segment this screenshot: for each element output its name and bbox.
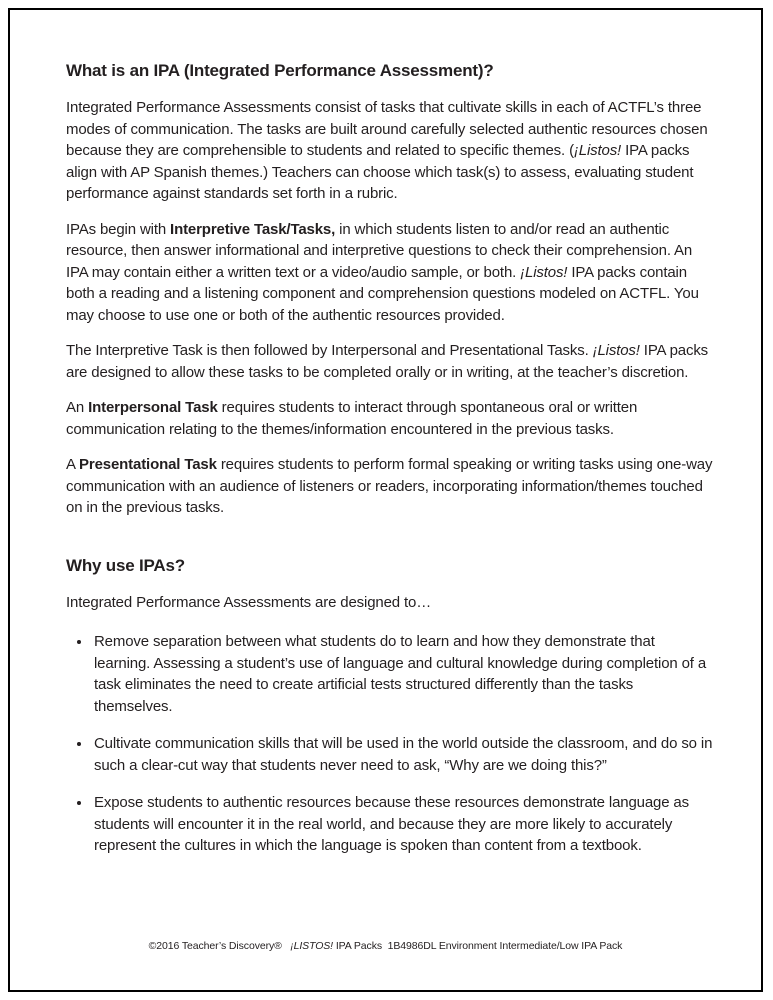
paragraph-interpersonal-task [66, 397, 714, 440]
text-run: ¡Listos! [592, 342, 640, 359]
reasons-bullet-list [66, 631, 714, 857]
text-run: ©2016 Teacher’s Discovery® [148, 940, 291, 952]
why-use-ipas-heading: Why use IPAs? [66, 555, 185, 575]
text-run: ¡Listos! [520, 263, 568, 281]
bullet-remove-separation: • Remove separation between what students do to learn and how they demonstrate that learning. Assessing a student’s use of language and cultural knowledge during completion of a task eliminates the need to create artificial tests structured differently than the tasks themselves. [92, 631, 714, 717]
text-run: ¡LISTOS! [290, 940, 333, 952]
text-run: IPAs begin with [66, 220, 171, 238]
text-run: The Interpretive Task is then followed by Interpersonal and Presentational Tasks. [66, 342, 593, 359]
page-content [66, 60, 714, 873]
text-run: Interpersonal Task [88, 399, 218, 416]
paragraph-presentational-task [66, 454, 714, 519]
page-footer [10, 940, 761, 952]
section-why-use-ipas [66, 555, 714, 857]
text-run: IPA Packs 1B4986DL Environment Intermediate/Low IPA Pack [333, 940, 623, 952]
text-run: in which students listen to and/or read an authentic resource, then answer informational and interpretive questions to check their comprehension. An IPA may contain either a written text or a video/audio sample, or both. [66, 220, 693, 281]
paragraph-task-sequence [66, 340, 714, 383]
text-run: requires students to interact through spontaneous oral or written communication relating to the themes/information encountered in the previous tasks. [66, 399, 638, 438]
text-run: IPA packs contain both a reading and a listening component and comprehension questions modeled on ACTFL. You may choose to use one or both of the authentic resources provided. [66, 263, 699, 324]
bullet-expose-authentic-resources: • Expose students to authentic resources because these resources demonstrate language as students will encounter it in the real world, and because they are more likely to accurately represent the cultures in which the language is spoken than content from a textbook. [92, 792, 714, 857]
paragraph-ipa-overview [66, 97, 714, 205]
page-border [8, 8, 763, 992]
text-run: An [66, 399, 89, 416]
paragraph-interpretive-task [66, 219, 714, 327]
text-run: Interpretive Task/Tasks, [170, 220, 336, 238]
bullet-cultivate-communication: • Cultivate communication skills that will be used in the world outside the classroom, and do so in such a clear-cut way that students never need to ask, “Why are we doing this?” [92, 733, 714, 776]
text-run: Presentational Task [79, 456, 217, 473]
text-run: A [66, 456, 80, 473]
text-run: requires students to perform formal speaking or writing tasks using one-way communication with an audience of listeners or readers, incorporating information/themes touched on in the previous tasks. [66, 456, 713, 516]
what-is-ipa-heading: What is an IPA (Integrated Performance Assessment)? [66, 61, 494, 80]
text-run: IPA packs are designed to allow these tasks to be completed orally or in writing, at the teacher’s discretion. [66, 342, 709, 381]
text-run: Integrated Performance Assessments consist of tasks that cultivate skills in each of ACTFL’s three modes of communication. The tasks are built around carefully selected authentic resources chosen because they are comprehensible to students and related to specific themes. ( [66, 99, 708, 159]
text-run: ¡Listos! [573, 142, 622, 159]
section-what-is-ipa [66, 60, 714, 519]
text-run: IPA packs align with AP Spanish themes.) Teachers can choose which task(s) to assess, evaluating student performance against standards set forth in a rubric. [66, 142, 694, 202]
why-intro-text: Integrated Performance Assessments are designed to… [66, 593, 432, 611]
